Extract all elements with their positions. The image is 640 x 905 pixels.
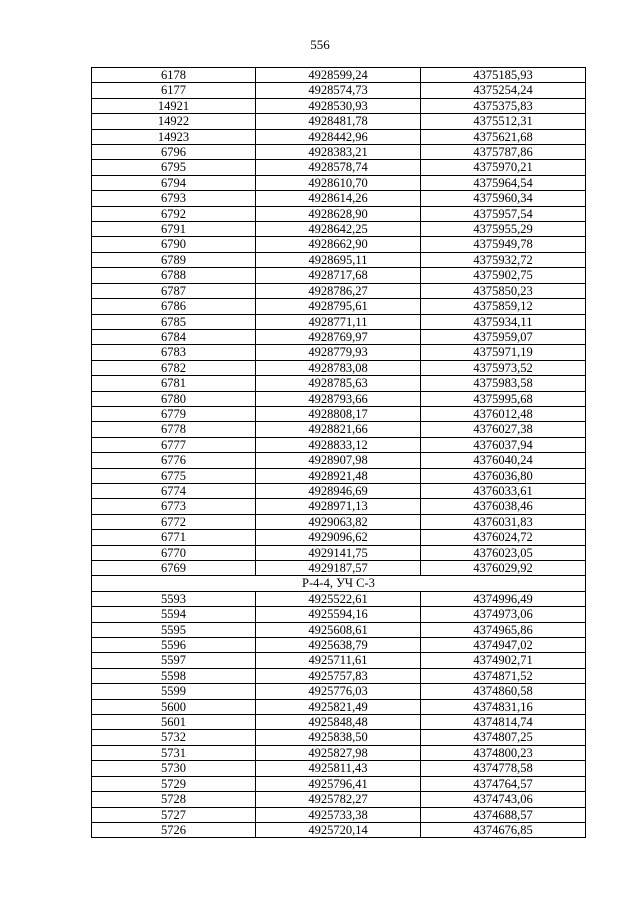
table-row bbox=[92, 545, 586, 560]
x-coordinate-cell: 4928599,24 bbox=[256, 68, 421, 83]
y-coordinate-cell: 4374860,58 bbox=[421, 684, 586, 699]
y-coordinate-cell: 4375971,19 bbox=[421, 345, 586, 360]
x-coordinate-cell: 4928610,70 bbox=[256, 175, 421, 190]
point-number-cell: 5599 bbox=[92, 684, 256, 699]
y-coordinate-cell: 4374764,57 bbox=[421, 776, 586, 791]
x-coordinate-cell: 4928717,68 bbox=[256, 268, 421, 283]
table-row bbox=[92, 252, 586, 267]
point-number-cell: 6785 bbox=[92, 314, 256, 329]
x-coordinate-cell: 4929063,82 bbox=[256, 514, 421, 529]
point-number-cell: 5596 bbox=[92, 638, 256, 653]
x-coordinate-cell: 4925796,41 bbox=[256, 776, 421, 791]
point-number-cell: 6770 bbox=[92, 545, 256, 560]
y-coordinate-cell: 4374814,74 bbox=[421, 715, 586, 730]
point-number-cell: 6178 bbox=[92, 68, 256, 83]
table-row bbox=[92, 730, 586, 745]
table-row bbox=[92, 591, 586, 606]
point-number-cell: 6786 bbox=[92, 299, 256, 314]
y-coordinate-cell: 4375375,83 bbox=[421, 98, 586, 113]
table-row bbox=[92, 745, 586, 760]
x-coordinate-cell: 4928662,90 bbox=[256, 237, 421, 252]
table-row bbox=[92, 468, 586, 483]
table-row bbox=[92, 83, 586, 98]
point-number-cell: 6787 bbox=[92, 283, 256, 298]
x-coordinate-cell: 4928793,66 bbox=[256, 391, 421, 406]
y-coordinate-cell: 4375621,68 bbox=[421, 129, 586, 144]
table-row bbox=[92, 175, 586, 190]
point-number-cell: 6784 bbox=[92, 329, 256, 344]
y-coordinate-cell: 4374778,58 bbox=[421, 761, 586, 776]
y-coordinate-cell: 4374688,57 bbox=[421, 807, 586, 822]
table-row bbox=[92, 761, 586, 776]
y-coordinate-cell: 4375995,68 bbox=[421, 391, 586, 406]
y-coordinate-cell: 4374807,25 bbox=[421, 730, 586, 745]
table-row bbox=[92, 622, 586, 637]
x-coordinate-cell: 4925733,38 bbox=[256, 807, 421, 822]
point-number-cell: 6789 bbox=[92, 252, 256, 267]
x-coordinate-cell: 4928946,69 bbox=[256, 483, 421, 498]
y-coordinate-cell: 4376031,83 bbox=[421, 514, 586, 529]
point-number-cell: 5597 bbox=[92, 653, 256, 668]
x-coordinate-cell: 4925827,98 bbox=[256, 745, 421, 760]
y-coordinate-cell: 4375859,12 bbox=[421, 299, 586, 314]
x-coordinate-cell: 4925811,43 bbox=[256, 761, 421, 776]
point-number-cell: 5598 bbox=[92, 668, 256, 683]
point-number-cell: 6791 bbox=[92, 222, 256, 237]
x-coordinate-cell: 4925782,27 bbox=[256, 792, 421, 807]
point-number-cell: 5730 bbox=[92, 761, 256, 776]
point-number-cell: 6780 bbox=[92, 391, 256, 406]
x-coordinate-cell: 4928971,13 bbox=[256, 499, 421, 514]
table-row bbox=[92, 114, 586, 129]
y-coordinate-cell: 4375959,07 bbox=[421, 329, 586, 344]
y-coordinate-cell: 4375932,72 bbox=[421, 252, 586, 267]
y-coordinate-cell: 4374947,02 bbox=[421, 638, 586, 653]
point-number-cell: 6790 bbox=[92, 237, 256, 252]
point-number-cell: 6793 bbox=[92, 191, 256, 206]
point-number-cell: 6769 bbox=[92, 561, 256, 576]
y-coordinate-cell: 4376040,24 bbox=[421, 453, 586, 468]
y-coordinate-cell: 4374871,52 bbox=[421, 668, 586, 683]
table-row bbox=[92, 160, 586, 175]
x-coordinate-cell: 4928783,08 bbox=[256, 360, 421, 375]
table-row bbox=[92, 345, 586, 360]
table-row bbox=[92, 437, 586, 452]
y-coordinate-cell: 4375960,34 bbox=[421, 191, 586, 206]
x-coordinate-cell: 4928442,96 bbox=[256, 129, 421, 144]
table-row bbox=[92, 668, 586, 683]
x-coordinate-cell: 4925608,61 bbox=[256, 622, 421, 637]
x-coordinate-cell: 4925838,50 bbox=[256, 730, 421, 745]
point-number-cell: 6796 bbox=[92, 145, 256, 160]
point-number-cell: 5731 bbox=[92, 745, 256, 760]
x-coordinate-cell: 4925638,79 bbox=[256, 638, 421, 653]
point-number-cell: 5727 bbox=[92, 807, 256, 822]
point-number-cell: 6177 bbox=[92, 83, 256, 98]
y-coordinate-cell: 4375787,86 bbox=[421, 145, 586, 160]
table-row bbox=[92, 360, 586, 375]
x-coordinate-cell: 4928785,63 bbox=[256, 376, 421, 391]
y-coordinate-cell: 4375964,54 bbox=[421, 175, 586, 190]
y-coordinate-cell: 4375185,93 bbox=[421, 68, 586, 83]
coordinates-table-body-bottom bbox=[92, 591, 586, 838]
table-row bbox=[92, 98, 586, 113]
table-row bbox=[92, 792, 586, 807]
y-coordinate-cell: 4374996,49 bbox=[421, 591, 586, 606]
point-number-cell: 6773 bbox=[92, 499, 256, 514]
x-coordinate-cell: 4929141,75 bbox=[256, 545, 421, 560]
table-row bbox=[92, 530, 586, 545]
point-number-cell: 6771 bbox=[92, 530, 256, 545]
x-coordinate-cell: 4928771,11 bbox=[256, 314, 421, 329]
point-number-cell: 5593 bbox=[92, 591, 256, 606]
point-number-cell: 5726 bbox=[92, 822, 256, 837]
section-title: Р-4-4, УЧ С-3 bbox=[92, 576, 586, 591]
point-number-cell: 14921 bbox=[92, 98, 256, 113]
y-coordinate-cell: 4374902,71 bbox=[421, 653, 586, 668]
x-coordinate-cell: 4928921,48 bbox=[256, 468, 421, 483]
y-coordinate-cell: 4375973,52 bbox=[421, 360, 586, 375]
y-coordinate-cell: 4376033,61 bbox=[421, 483, 586, 498]
y-coordinate-cell: 4375957,54 bbox=[421, 206, 586, 221]
x-coordinate-cell: 4928628,90 bbox=[256, 206, 421, 221]
x-coordinate-cell: 4928808,17 bbox=[256, 406, 421, 421]
point-number-cell: 6779 bbox=[92, 406, 256, 421]
table-row bbox=[92, 684, 586, 699]
section-header-row bbox=[92, 576, 586, 591]
y-coordinate-cell: 4375955,29 bbox=[421, 222, 586, 237]
point-number-cell: 5594 bbox=[92, 607, 256, 622]
y-coordinate-cell: 4375254,24 bbox=[421, 83, 586, 98]
x-coordinate-cell: 4925522,61 bbox=[256, 591, 421, 606]
section-header-group bbox=[92, 576, 586, 591]
table-row bbox=[92, 237, 586, 252]
table-row bbox=[92, 499, 586, 514]
x-coordinate-cell: 4928481,78 bbox=[256, 114, 421, 129]
table-row bbox=[92, 514, 586, 529]
y-coordinate-cell: 4374973,06 bbox=[421, 607, 586, 622]
point-number-cell: 14923 bbox=[92, 129, 256, 144]
y-coordinate-cell: 4375983,58 bbox=[421, 376, 586, 391]
table-row bbox=[92, 222, 586, 237]
y-coordinate-cell: 4375934,11 bbox=[421, 314, 586, 329]
point-number-cell: 14922 bbox=[92, 114, 256, 129]
y-coordinate-cell: 4376027,38 bbox=[421, 422, 586, 437]
y-coordinate-cell: 4376037,94 bbox=[421, 437, 586, 452]
x-coordinate-cell: 4928907,98 bbox=[256, 453, 421, 468]
point-number-cell: 6782 bbox=[92, 360, 256, 375]
x-coordinate-cell: 4928574,73 bbox=[256, 83, 421, 98]
y-coordinate-cell: 4376029,92 bbox=[421, 561, 586, 576]
point-number-cell: 6794 bbox=[92, 175, 256, 190]
table-row bbox=[92, 653, 586, 668]
table-row bbox=[92, 283, 586, 298]
table-row bbox=[92, 483, 586, 498]
point-number-cell: 5601 bbox=[92, 715, 256, 730]
point-number-cell: 5595 bbox=[92, 622, 256, 637]
x-coordinate-cell: 4925821,49 bbox=[256, 699, 421, 714]
x-coordinate-cell: 4928786,27 bbox=[256, 283, 421, 298]
y-coordinate-cell: 4374676,85 bbox=[421, 822, 586, 837]
point-number-cell: 6778 bbox=[92, 422, 256, 437]
x-coordinate-cell: 4928779,93 bbox=[256, 345, 421, 360]
point-number-cell: 6774 bbox=[92, 483, 256, 498]
coordinates-table-body-top bbox=[92, 68, 586, 576]
x-coordinate-cell: 4928795,61 bbox=[256, 299, 421, 314]
x-coordinate-cell: 4928833,12 bbox=[256, 437, 421, 452]
y-coordinate-cell: 4374965,86 bbox=[421, 622, 586, 637]
y-coordinate-cell: 4374831,16 bbox=[421, 699, 586, 714]
point-number-cell: 6788 bbox=[92, 268, 256, 283]
y-coordinate-cell: 4375902,75 bbox=[421, 268, 586, 283]
x-coordinate-cell: 4925720,14 bbox=[256, 822, 421, 837]
x-coordinate-cell: 4925594,16 bbox=[256, 607, 421, 622]
table-row bbox=[92, 329, 586, 344]
table-row bbox=[92, 807, 586, 822]
x-coordinate-cell: 4928695,11 bbox=[256, 252, 421, 267]
x-coordinate-cell: 4928578,74 bbox=[256, 160, 421, 175]
table-row bbox=[92, 406, 586, 421]
point-number-cell: 5600 bbox=[92, 699, 256, 714]
coordinates-table bbox=[91, 67, 586, 838]
table-row bbox=[92, 822, 586, 837]
point-number-cell: 5729 bbox=[92, 776, 256, 791]
point-number-cell: 6783 bbox=[92, 345, 256, 360]
point-number-cell: 5732 bbox=[92, 730, 256, 745]
y-coordinate-cell: 4375512,31 bbox=[421, 114, 586, 129]
x-coordinate-cell: 4928642,25 bbox=[256, 222, 421, 237]
table-row bbox=[92, 699, 586, 714]
y-coordinate-cell: 4375949,78 bbox=[421, 237, 586, 252]
x-coordinate-cell: 4925711,61 bbox=[256, 653, 421, 668]
table-row bbox=[92, 776, 586, 791]
point-number-cell: 6772 bbox=[92, 514, 256, 529]
table-row bbox=[92, 391, 586, 406]
point-number-cell: 6795 bbox=[92, 160, 256, 175]
y-coordinate-cell: 4374800,23 bbox=[421, 745, 586, 760]
x-coordinate-cell: 4928769,97 bbox=[256, 329, 421, 344]
table-row bbox=[92, 638, 586, 653]
x-coordinate-cell: 4929187,57 bbox=[256, 561, 421, 576]
x-coordinate-cell: 4929096,62 bbox=[256, 530, 421, 545]
table-row bbox=[92, 191, 586, 206]
y-coordinate-cell: 4375850,23 bbox=[421, 283, 586, 298]
table-row bbox=[92, 561, 586, 576]
table-row bbox=[92, 422, 586, 437]
x-coordinate-cell: 4925776,03 bbox=[256, 684, 421, 699]
point-number-cell: 5728 bbox=[92, 792, 256, 807]
point-number-cell: 6781 bbox=[92, 376, 256, 391]
y-coordinate-cell: 4374743,06 bbox=[421, 792, 586, 807]
table-row bbox=[92, 206, 586, 221]
y-coordinate-cell: 4376023,05 bbox=[421, 545, 586, 560]
x-coordinate-cell: 4928530,93 bbox=[256, 98, 421, 113]
y-coordinate-cell: 4376024,72 bbox=[421, 530, 586, 545]
y-coordinate-cell: 4376038,46 bbox=[421, 499, 586, 514]
y-coordinate-cell: 4375970,21 bbox=[421, 160, 586, 175]
page-number: 556 bbox=[310, 37, 330, 52]
x-coordinate-cell: 4928614,26 bbox=[256, 191, 421, 206]
point-number-cell: 6792 bbox=[92, 206, 256, 221]
point-number-cell: 6777 bbox=[92, 437, 256, 452]
table-row bbox=[92, 68, 586, 83]
table-row bbox=[92, 376, 586, 391]
x-coordinate-cell: 4925757,83 bbox=[256, 668, 421, 683]
x-coordinate-cell: 4925848,48 bbox=[256, 715, 421, 730]
table-row bbox=[92, 129, 586, 144]
table-row bbox=[92, 715, 586, 730]
point-number-cell: 6775 bbox=[92, 468, 256, 483]
x-coordinate-cell: 4928383,21 bbox=[256, 145, 421, 160]
table-row bbox=[92, 607, 586, 622]
table-row bbox=[92, 268, 586, 283]
y-coordinate-cell: 4376036,80 bbox=[421, 468, 586, 483]
table-row bbox=[92, 145, 586, 160]
table-row bbox=[92, 453, 586, 468]
point-number-cell: 6776 bbox=[92, 453, 256, 468]
table-row bbox=[92, 299, 586, 314]
x-coordinate-cell: 4928821,66 bbox=[256, 422, 421, 437]
y-coordinate-cell: 4376012,48 bbox=[421, 406, 586, 421]
table-row bbox=[92, 314, 586, 329]
